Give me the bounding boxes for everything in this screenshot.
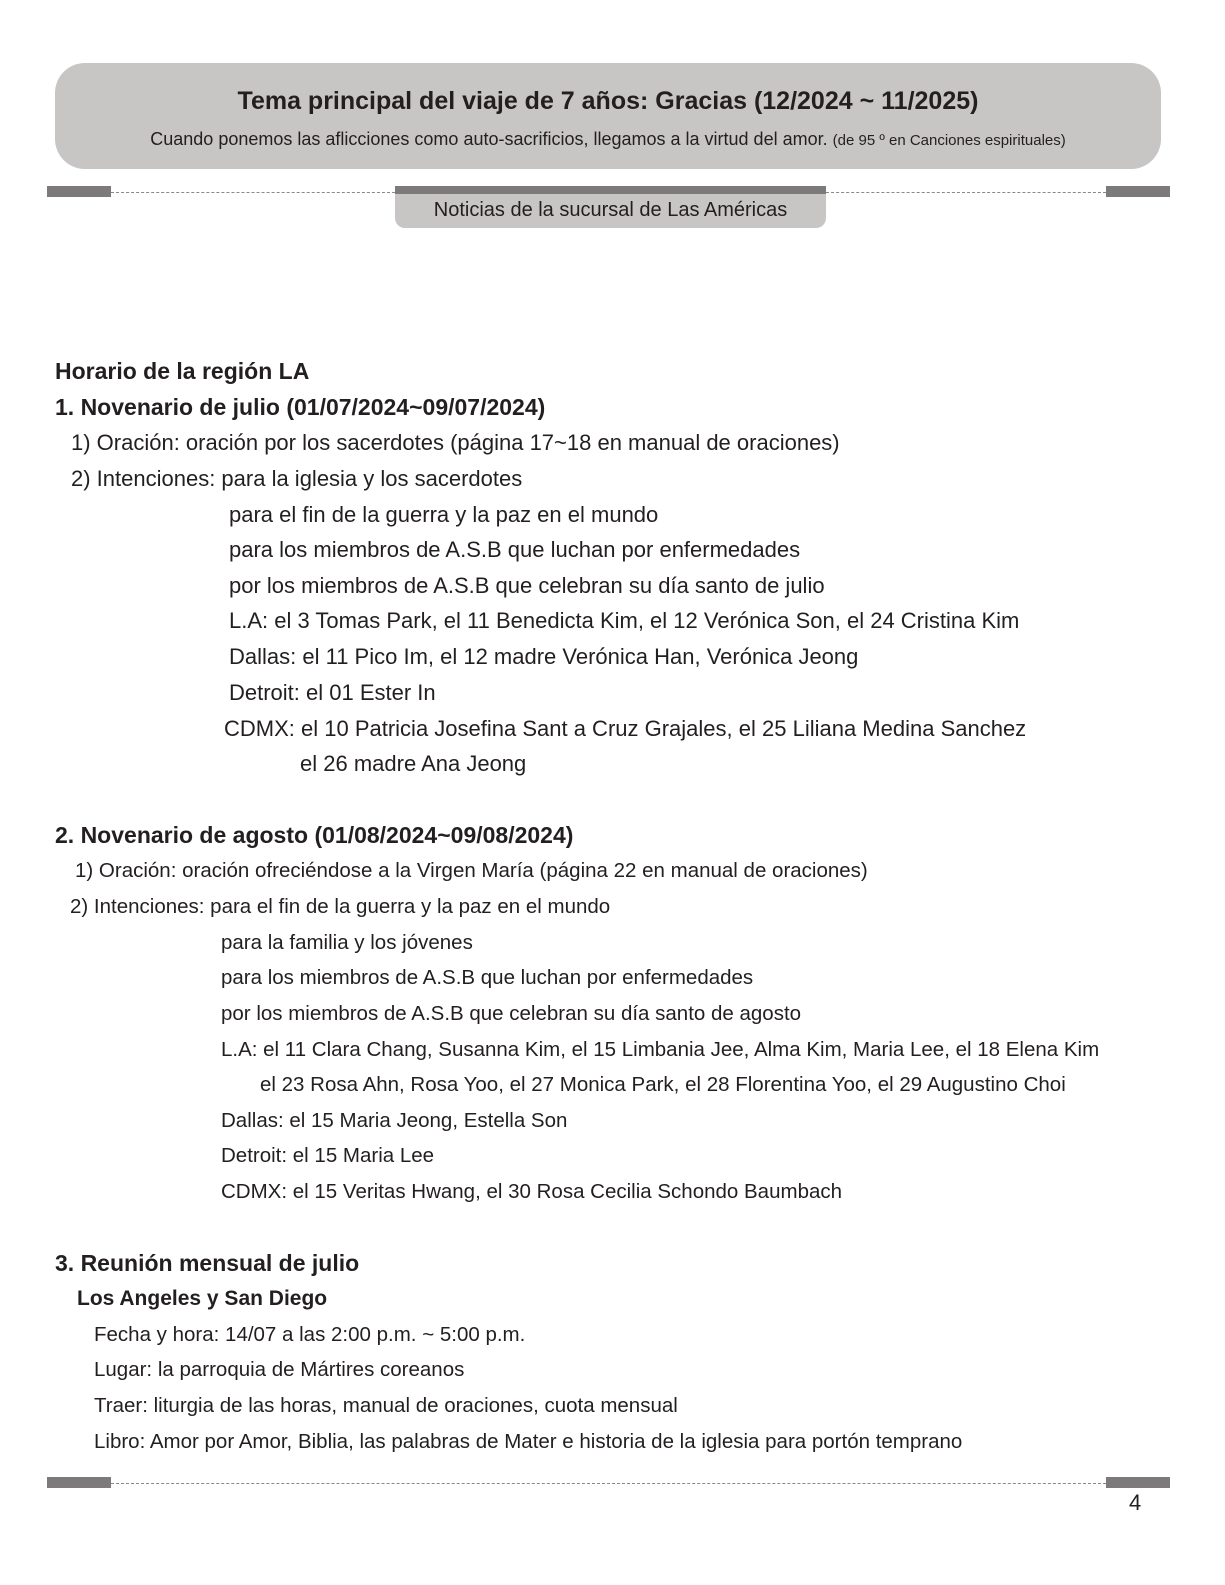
august-dallas-names: Dallas: el 15 Maria Jeong, Estella Son [221, 1109, 568, 1132]
divider-left-tab [47, 186, 111, 197]
july-intention-line: para los miembros de A.S.B que luchan por enfermedades [229, 537, 801, 562]
july-dallas-names: Dallas: el 11 Pico Im, el 12 madre Verónica Han, Verónica Jeong [229, 644, 859, 669]
section-tab-stripe [395, 186, 826, 194]
august-intentions: 2) Intenciones: para el fin de la guerra y la paz en el mundo [70, 895, 611, 918]
footer-dash [111, 1483, 1106, 1484]
section-tab [395, 186, 826, 228]
august-intention-line: para los miembros de A.S.B que luchan por enfermedades [221, 966, 754, 989]
july-intention-line: para el fin de la guerra y la paz en el mundo [229, 502, 659, 527]
footer-right-tab [1106, 1477, 1170, 1488]
section-tab-label: Noticias de la sucursal de Las Américas [433, 199, 788, 221]
july-intention-line: por los miembros de A.S.B que celebran su día santo de julio [229, 573, 825, 598]
meeting-book: Libro: Amor por Amor, Biblia, las palabras de Mater e historia de la iglesia para portón temprano [94, 1430, 963, 1453]
schedule-title: Horario de la región LA [55, 358, 310, 384]
meeting-heading: 3. Reunión mensual de julio [55, 1250, 360, 1276]
august-prayer: 1) Oración: oración ofreciéndose a la Virgen María (página 22 en manual de oraciones) [75, 859, 868, 882]
theme-title: Tema principal del viaje de 7 años: Gracias (12/2024 ~ 11/2025) [237, 87, 979, 115]
july-novena-heading: 1. Novenario de julio (01/07/2024~09/07/2024) [55, 394, 546, 420]
theme-subtitle-ref: (de 95 º en Canciones espirituales) [832, 132, 1066, 149]
theme-subtitle [55, 129, 1161, 150]
july-intentions: 2) Intenciones: para la iglesia y los sacerdotes [71, 466, 523, 491]
august-cdmx-names: CDMX: el 15 Veritas Hwang, el 30 Rosa Cecilia Schondo Baumbach [221, 1180, 843, 1203]
july-cdmx-names: CDMX: el 10 Patricia Josefina Sant a Cruz Grajales, el 25 Liliana Medina Sanchez [224, 716, 1027, 741]
footer-left-tab [47, 1477, 111, 1488]
july-detroit-names: Detroit: el 01 Ester In [229, 680, 436, 705]
meeting-place: Lugar: la parroquia de Mártires coreanos [94, 1358, 465, 1381]
august-la-names-cont: el 23 Rosa Ahn, Rosa Yoo, el 27 Monica Park, el 28 Florentina Yoo, el 29 Augustino Choi [260, 1073, 1066, 1096]
divider-right-dash [826, 192, 1106, 193]
page-number: 4 [1129, 1490, 1142, 1515]
july-cdmx-names-cont: el 26 madre Ana Jeong [300, 751, 527, 776]
meeting-bring: Traer: liturgia de las horas, manual de oraciones, cuota mensual [94, 1394, 678, 1417]
meeting-location-title: Los Angeles y San Diego [77, 1287, 328, 1310]
july-prayer: 1) Oración: oración por los sacerdotes (página 17~18 en manual de oraciones) [71, 430, 840, 455]
divider-left-dash [111, 192, 395, 193]
july-la-names: L.A: el 3 Tomas Park, el 11 Benedicta Kim, el 12 Verónica Son, el 24 Cristina Kim [229, 608, 1020, 633]
meeting-date: Fecha y hora: 14/07 a las 2:00 p.m. ~ 5:00 p.m. [94, 1323, 526, 1346]
august-novena-heading: 2. Novenario de agosto (01/08/2024~09/08/2024) [55, 822, 574, 848]
august-la-names: L.A: el 11 Clara Chang, Susanna Kim, el 15 Limbania Jee, Alma Kim, Maria Lee, el 18 Elena Kim [221, 1038, 1100, 1061]
august-intention-line: para la familia y los jóvenes [221, 931, 473, 954]
divider-right-tab [1106, 186, 1170, 197]
theme-subtitle-text: Cuando ponemos las aflicciones como auto-sacrificios, llegamos a la virtud del amor. [150, 129, 828, 149]
august-detroit-names: Detroit: el 15 Maria Lee [221, 1144, 435, 1167]
theme-banner [55, 63, 1161, 169]
august-intention-line: por los miembros de A.S.B que celebran su día santo de agosto [221, 1002, 802, 1025]
